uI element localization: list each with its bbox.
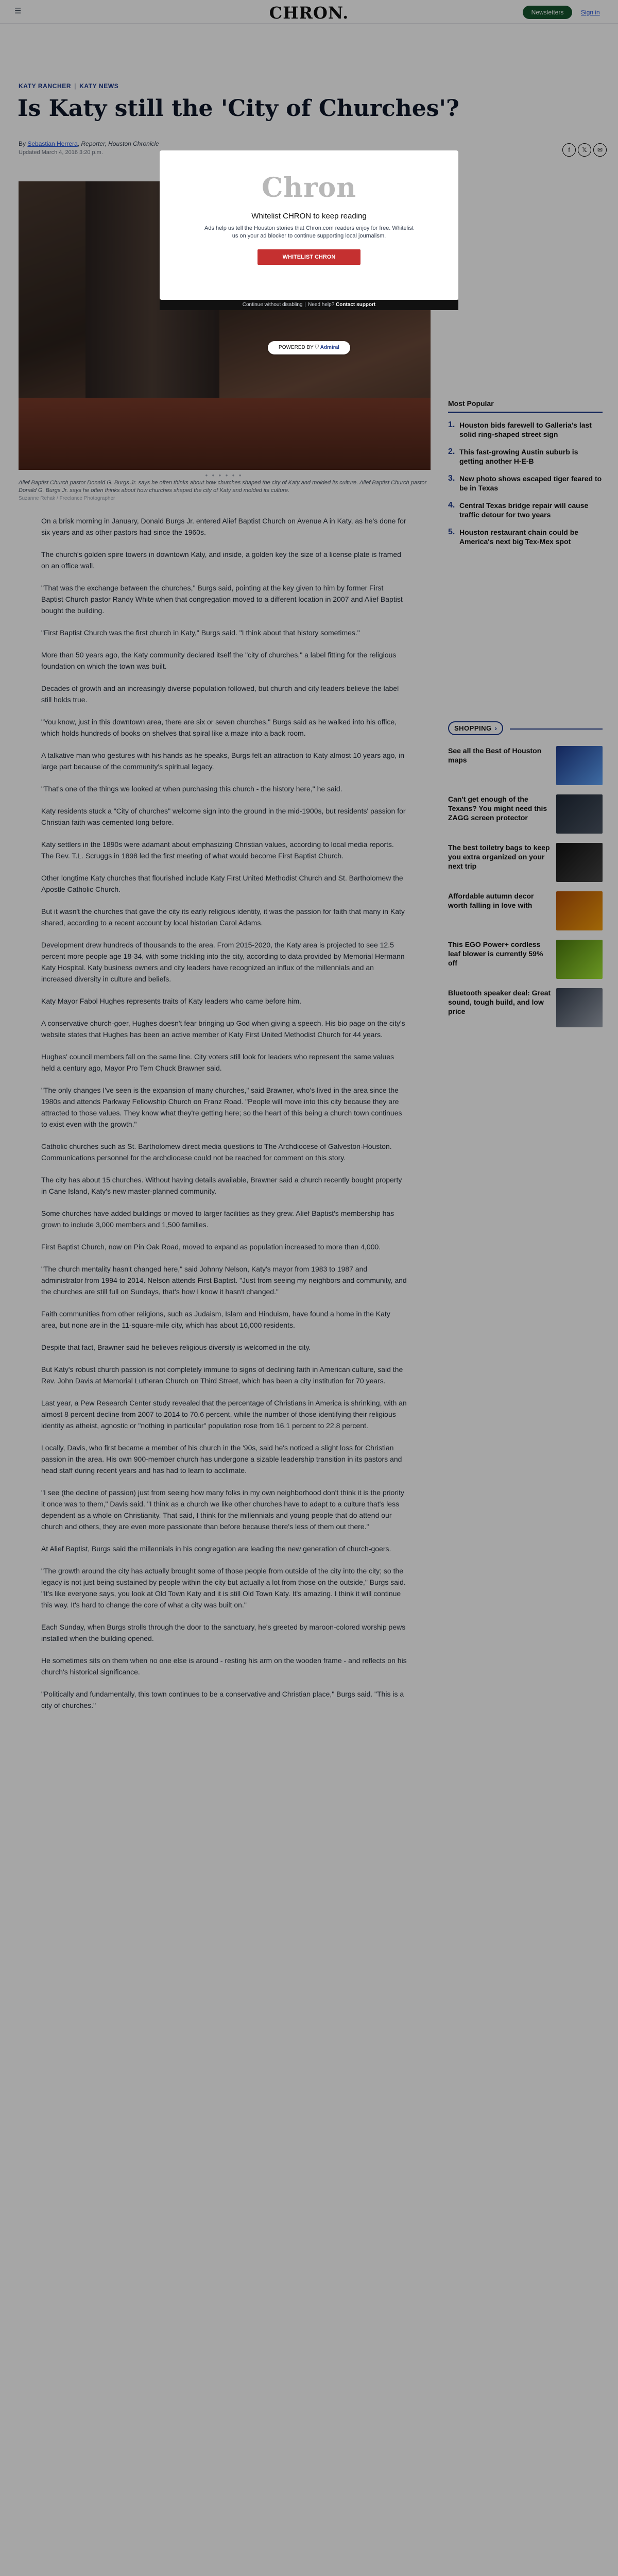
- article-paragraph: But Katy's robust church passion is not completely immune to signs of declining faith in American culture, said the Rev. John Davis at Memorial Lutheran Church on Third Street, which has been a city institution for 70 years.: [41, 1365, 403, 1385]
- article-paragraph: "That was the exchange between the churches," Burgs said, pointing at the key given to him by former First Baptist Church pastor Randy White when that congregation moved to a different location in 2007 and Alief Baptist bought the building.: [41, 584, 403, 615]
- shopping-label: SHOPPING: [454, 724, 492, 732]
- article-paragraph: A talkative man who gestures with his hands as he speaks, Burgs felt an attraction to Katy almost 10 years ago, in large part because of the community's spiritual legacy.: [41, 751, 405, 771]
- article-paragraph: "That's one of the things we looked at when purchasing this church - the history here," he said.: [41, 785, 342, 793]
- sign-in-link[interactable]: Sign in: [581, 9, 600, 16]
- article-paragraph: The church's golden spire towers in downtown Katy, and inside, a golden key the size of a license plate is framed on an office wall.: [41, 550, 401, 570]
- hamburger-menu-icon[interactable]: ☰: [14, 7, 22, 15]
- newsletters-button[interactable]: Newsletters: [523, 6, 572, 19]
- most-popular-headline[interactable]: Houston restaurant chain could be America's next big Tex-Mex spot: [459, 528, 579, 546]
- byline: By Sebastian Herrera, Reporter, Houston Chronicle: [19, 140, 159, 147]
- article-paragraph: A conservative church-goer, Hughes doesn't fear bringing up God when giving a speech. His bio page on the city's website states that Hughes has been an active member of Katy First United Methodist Church for 44 years.: [41, 1019, 405, 1039]
- chron-logo[interactable]: CHRON.: [269, 3, 349, 23]
- whitelist-button[interactable]: WHITELIST CHRON: [258, 249, 360, 265]
- most-popular-number: 4.: [448, 501, 455, 510]
- article-headline: Is Katy still the 'City of Churches'?: [18, 95, 459, 122]
- byline-role: Reporter, Houston Chronicle: [81, 140, 159, 147]
- article-paragraph: Locally, Davis, who first became a member of his church in the '90s, said he's noticed a slight loss for Christian passion in the area. His own 900-member church has undergone a sizable leadership transition in its pastors and head staff during recent years and has had to learn to acclimate.: [41, 1444, 402, 1475]
- article-paragraph: Last year, a Pew Research Center study revealed that the percentage of Christians in America is shrinking, with an almost 8 percent decline from 2007 to 2014 to 70.6 percent, while the number of those identifying their religious identity as atheist, agnostic or "nothing in particular" population rose from 16.1 percent to 22.8 percent.: [41, 1399, 407, 1430]
- modal-chron-logo: Chron: [261, 172, 357, 204]
- modal-title: Whitelist CHRON to keep reading: [251, 212, 367, 221]
- whitelist-modal: [160, 150, 458, 300]
- article-paragraph: "First Baptist Church was the first church in Katy," Burgs said. "I think about that history sometimes.": [41, 629, 360, 637]
- shopping-item-title[interactable]: See all the Best of Houston maps: [448, 747, 542, 764]
- most-popular-headline[interactable]: Central Texas bridge repair will cause traffic detour for two years: [459, 501, 589, 519]
- photo-caption: Alief Baptist Church pastor Donald G. Burgs Jr. says he often thinks about how churches shaped the city of Katy and molded its culture. Alief Baptist Church pastor Donald G. Burgs Jr. says he often thinks about how churches shaped the city of Katy and molded its culture.: [19, 480, 427, 494]
- shopping-item-title[interactable]: Can't get enough of the Texans? You might need this ZAGG screen protector: [448, 795, 547, 822]
- article-paragraph: But it wasn't the churches that gave the city its early religious identity, it was the passion for faith that many in Katy shared, according to a recent account by local historian Carol Adams.: [41, 907, 405, 927]
- article-paragraph: On a brisk morning in January, Donald Burgs Jr. entered Alief Baptist Church on Avenue A in Katy, as he's done for six years and as other pastors had since the 1960s.: [41, 517, 406, 536]
- article-paragraph: Catholic churches such as St. Bartholomew direct media questions to The Archdiocese of Galveston-Houston. Communications personnel for the archdiocese could not be reached for comment on this story.: [41, 1142, 392, 1162]
- byline-prefix: By: [19, 140, 26, 147]
- article-paragraph: Katy Mayor Fabol Hughes represents traits of Katy leaders who came before him.: [41, 997, 302, 1005]
- article-paragraph: Decades of growth and an increasingly diverse population followed, but church and city leaders believe the label still holds true.: [41, 684, 399, 704]
- most-popular-headline[interactable]: New photo shows escaped tiger feared to be in Texas: [459, 474, 602, 492]
- powered-by-label: POWERED BY: [279, 345, 314, 350]
- article-paragraph: More than 50 years ago, the Katy community declared itself the "city of churches," a label fitting for the religious foundation on which the town was built.: [41, 651, 397, 670]
- x-icon[interactable]: 𝕏: [578, 143, 591, 157]
- article-paragraph: "Politically and fundamentally, this town continues to be a conservative and Christian place," Burgs said. "This is a city of churches.": [41, 1690, 404, 1709]
- facebook-icon[interactable]: f: [562, 143, 576, 157]
- article-paragraph: He sometimes sits on them when no one else is around - resting his arm on the wooden frame - and reflects on his church's historical significance.: [41, 1656, 407, 1676]
- article-paragraph: Faith communities from other religions, such as Judaism, Islam and Hinduism, have found a home in the Katy area, but none are in the 11-square-mile city, which has about 16,000 residents.: [41, 1310, 390, 1329]
- modal-description: Ads help us tell the Houston stories that Chron.com readers enjoy for free. Whitelist us on your ad blocker to continue supporting local journalism.: [204, 225, 414, 239]
- most-popular-number: 5.: [448, 528, 455, 536]
- admiral-badge[interactable]: [268, 341, 350, 354]
- most-popular-number: 3.: [448, 474, 455, 483]
- most-popular-title: Most Popular: [448, 399, 603, 413]
- article-paragraph: Development drew hundreds of thousands to the area. From 2015-2020, the Katy area is projected to see 12.5 percent more people age 18-34, with some trickling into the city, according to data provided by Memorial Hermann Katy Hospital. Katy business owners and city leaders have recognized an influx of the millennials and an increased diversity in culture and beliefs.: [41, 941, 405, 983]
- chevron-right-icon: ›: [494, 724, 497, 732]
- article-paragraph: Each Sunday, when Burgs strolls through the door to the sanctuary, he's greeted by maroon-colored worship pews installed when the building opened.: [41, 1623, 406, 1642]
- email-icon[interactable]: ✉: [593, 143, 607, 157]
- kicker-katy-rancher-link[interactable]: KATY RANCHER: [19, 82, 72, 90]
- most-popular-headline[interactable]: This fast-growing Austin suburb is getting another H-E-B: [459, 448, 578, 465]
- most-popular-number: 1.: [448, 420, 455, 429]
- article-paragraph: Hughes' council members fall on the same line. City voters still look for leaders who represent the same values held a century ago, Mayor Pro Tem Chuck Brawner said.: [41, 1053, 394, 1072]
- article-paragraph: "The growth around the city has actually brought some of those people from outside of the city into the city; so the legacy is not just being sustained by people within the city but actually a lot from those on the outside," Burgs said. "It's like everyone says, you look at Old Town Katy and it is still Old Town Katy. It's amazing. I think it will continue this way. It's hard to change the core of what a city was built on.": [41, 1567, 406, 1609]
- article-paragraph: Katy residents stuck a "City of churches" welcome sign into the ground in the mid-1900s, but residents' passion for Christian faith was cemented long before.: [41, 807, 406, 826]
- article-paragraph: The city has about 15 churches. Without having details available, Brawner said a church recently bought property in Cane Island, Katy's new master-planned community.: [41, 1176, 402, 1195]
- shopping-item-title[interactable]: Affordable autumn decor worth falling in love with: [448, 892, 534, 909]
- article-paragraph: Katy settlers in the 1890s were adamant about emphasizing Christian values, according to local media reports. The Rev. T.L. Scruggs in 1898 led the first meeting of what would become First Baptist Church.: [41, 840, 394, 860]
- continue-without-disabling-link[interactable]: Continue without disabling: [242, 302, 303, 308]
- article-paragraph: "You know, just in this downtown area, there are six or seven churches," Burgs said as he walked into his office, which holds hundreds of books on shelves that spiral like a maze into a back room.: [41, 718, 397, 737]
- most-popular-number: 2.: [448, 447, 455, 456]
- photo-credit: Suzanne Rehak / Freelance Photographer: [19, 496, 115, 501]
- shopping-item-title[interactable]: This EGO Power+ cordless leaf blower is currently 59% off: [448, 940, 543, 967]
- contact-support-link[interactable]: Contact support: [336, 302, 376, 308]
- most-popular-headline[interactable]: Houston bids farewell to Galleria's last solid ring-shaped street sign: [459, 421, 592, 438]
- updated-timestamp: Updated March 4, 2016 3:20 p.m.: [19, 149, 103, 156]
- article-paragraph: First Baptist Church, now on Pin Oak Road, moved to expand as population increased to more than 4,000.: [41, 1243, 381, 1251]
- shopping-item-title[interactable]: Bluetooth speaker deal: Great sound, tough build, and low price: [448, 989, 551, 1015]
- admiral-shield-icon: ⛉: [315, 345, 319, 350]
- admiral-label: Admiral: [320, 345, 339, 350]
- shopping-item-title[interactable]: The best toiletry bags to keep you extra organized on your next trip: [448, 843, 550, 870]
- byline-author-link[interactable]: Sebastian Herrera: [27, 140, 78, 147]
- need-help-link[interactable]: Need help?: [308, 302, 335, 308]
- article-paragraph: Some churches have added buildings or moved to larger facilities as they grew. Alief Baptist's membership has grown to include 3,000 members and 1,500 families.: [41, 1209, 394, 1229]
- kicker-katy-news-link[interactable]: KATY NEWS: [79, 82, 119, 90]
- article-paragraph: Despite that fact, Brawner said he believes religious diversity is welcomed in the city.: [41, 1343, 311, 1351]
- carousel-dots[interactable]: ● ● ● ● ● ●: [205, 473, 243, 478]
- article-kicker: KATY RANCHER | KATY NEWS: [19, 82, 119, 90]
- article-paragraph: "I see (the decline of passion) just from seeing how many folks in my own neighborhood don't think it is the priority it once was to them," Davis said. "I think as a church we like other churches have to adapt to a culture that's less dependent as a whole on Christianity. That said, I think for the millennials and young people that do attend our church and others, they are even more passionate than before because there's less of them out there.": [41, 1488, 404, 1531]
- article-paragraph: At Alief Baptist, Burgs said the millennials in his congregation are leading the new generation of church-goers.: [41, 1545, 391, 1553]
- article-paragraph: "The church mentality hasn't changed here," said Johnny Nelson, Katy's mayor from 1983 to 1987 and administrator from 1994 to 2014. Nelson attends First Baptist. "Just from seeing my neighbors and community, and the churches are still full on Sundays, that's how I know it hasn't changed.": [41, 1265, 407, 1296]
- modal-footer-bar: Continue without disabling | Need help? Contact support: [160, 300, 458, 310]
- article-paragraph: "The only changes I've seen is the expansion of many churches," said Brawner, who's lived in the area since the 1980s and attends Parkway Fellowship Church on Franz Road. "People will move into this city because they are attracted to those values. They know what they're getting here; so the heart of this being a church town continues to exist even with the growth.": [41, 1086, 402, 1128]
- article-paragraph: Other longtime Katy churches that flourished include Katy First United Methodist Church and St. Bartholomew the Apostle Catholic Church.: [41, 874, 403, 893]
